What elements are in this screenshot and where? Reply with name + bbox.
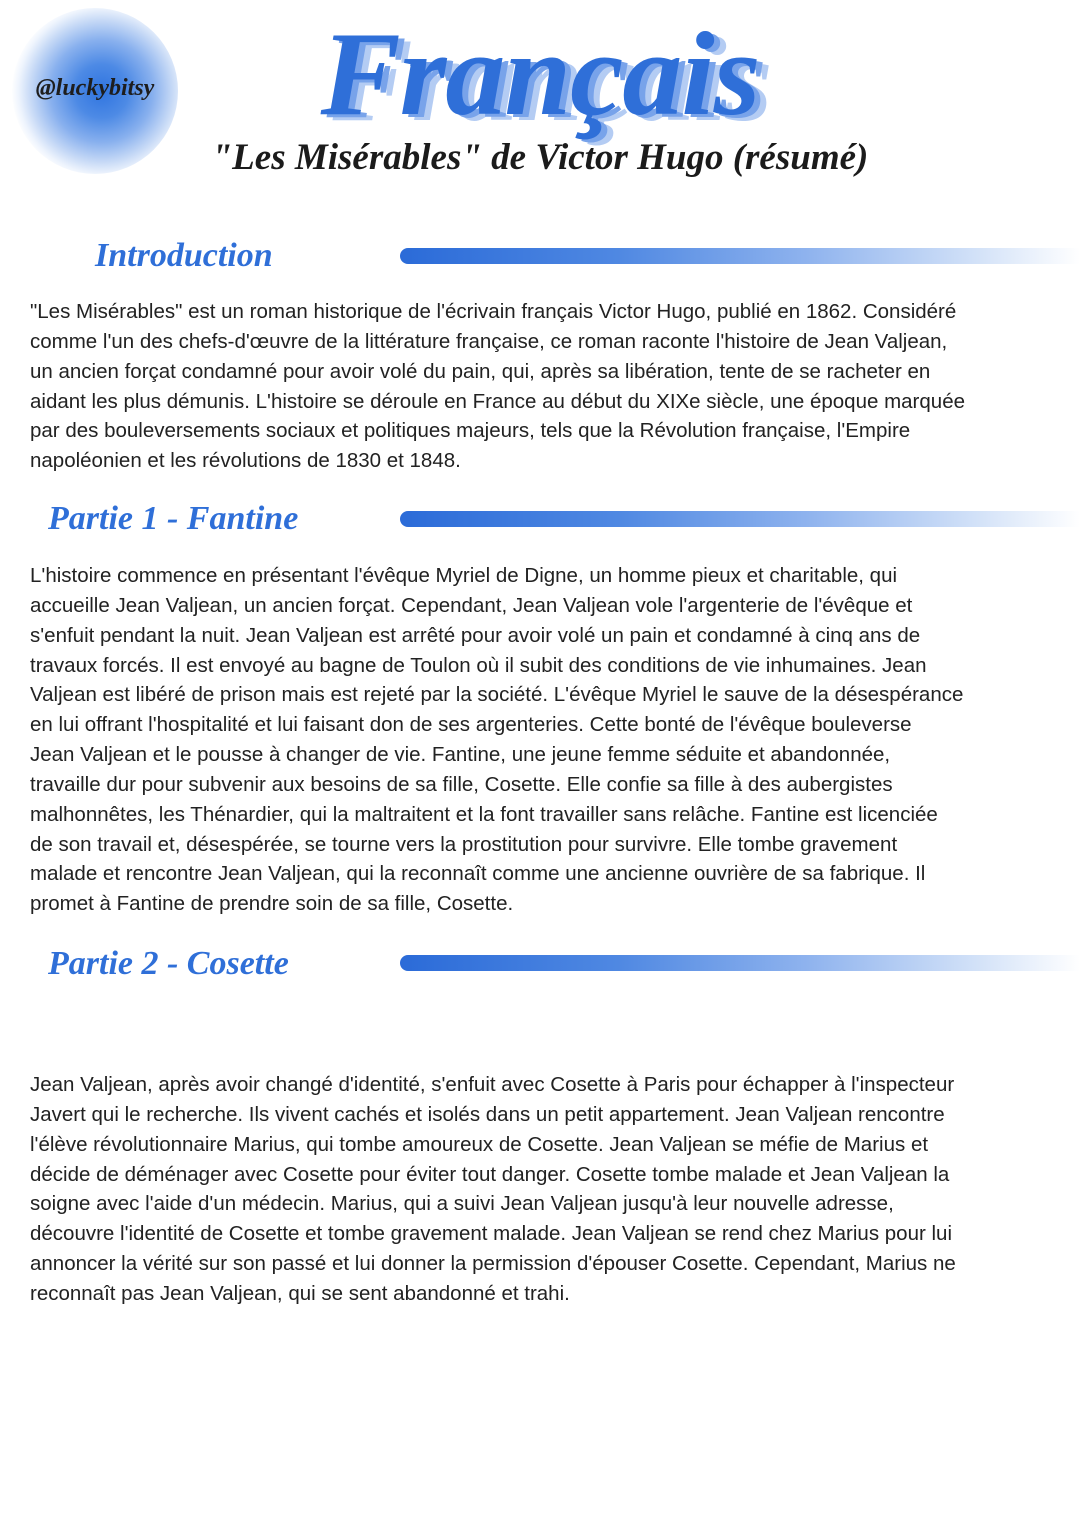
paragraph-line: l'élève révolutionnaire Marius, qui tombe amoureux de Cosette. Jean Valjean se méfie de Marius et	[30, 1132, 929, 1156]
section-paragraph	[30, 297, 1070, 476]
section-heading-partie-2: Partie 2 - Cosette	[48, 945, 289, 982]
paragraph-line: comme l'un des chefs-d'œuvre de la littérature française, ce roman raconte l'histoire de Jean Valjean,	[30, 329, 948, 353]
paragraph-line: soigne avec l'aide d'un médecin. Marius, qui a suivi Jean Valjean jusqu'à leur nouvelle adresse,	[30, 1192, 894, 1216]
paragraph-line: décide de déménager avec Cosette pour éviter tout danger. Cosette tombe malade et Jean Valjean la	[30, 1162, 950, 1186]
paragraph-line: L'histoire commence en présentant l'évêque Myriel de Digne, un homme pieux et charitable, qui	[30, 564, 898, 587]
paragraph-line: travaille dur pour subvenir aux besoins de sa fille, Cosette. Elle confie sa fille à des aubergistes	[30, 772, 893, 796]
paragraph-line: travaux forcés. Il est envoyé au bagne de Toulon où il subit des conditions de vie inhumaines. Jean	[30, 653, 927, 677]
paragraph-line: s'enfuit pendant la nuit. Jean Valjean est arrêté pour avoir volé un pain et condamné à cinq ans de	[30, 623, 921, 647]
section-paragraph	[30, 1070, 1070, 1309]
paragraph-line: malhonnêtes, les Thénardier, qui la maltraitent et la font travailler sans relâche. Fantine est licenciée	[30, 802, 938, 826]
paragraph-line: reconnaît pas Jean Valjean, qui se sent abandonné et trahi.	[30, 1281, 570, 1305]
paragraph-line: Valjean est libéré de prison mais est rejeté par la société. L'évêque Myriel le sauve de la désespérance	[30, 683, 964, 707]
paragraph-line: découvre l'identité de Cosette et tombe gravement malade. Jean Valjean se rend chez Marius pour lui	[30, 1222, 952, 1246]
section-paragraph	[30, 561, 1070, 919]
paragraph-line: par des bouleversements sociaux et politiques majeurs, tels que la Révolution française, l'Empire	[30, 419, 911, 443]
section-heading-partie-1: Partie 1 - Fantine	[48, 500, 299, 537]
paragraph-line: Javert qui le recherche. Ils vivent cachés et isolés dans un petit appartement. Jean Valjean rencontre	[30, 1102, 945, 1126]
paragraph-line: de son travail et, désespérée, se tourne vers la prostitution pour survivre. Elle tombe gravement	[30, 832, 898, 856]
paragraph-line: "Les Misérables" est un roman historique de l'écrivain français Victor Hugo, publié en 1862. Considéré	[30, 300, 957, 323]
section-divider-bar	[400, 511, 1080, 527]
section-divider-bar	[400, 248, 1080, 264]
paragraph-line: malade et rencontre Jean Valjean, qui la reconnaît comme une ancienne ouvrière de sa fabrique. Il	[30, 862, 926, 886]
section-divider-bar	[400, 955, 1080, 971]
paragraph-line: en lui offrant l'hospitalité et lui faisant don de ses argenteries. Cette bonté de l'évêque bouleverse	[30, 713, 912, 737]
author-handle: @luckybitsy	[35, 75, 155, 101]
section-heading-introduction: Introduction	[95, 237, 273, 274]
page-subtitle: "Les Misérables" de Victor Hugo (résumé)	[211, 137, 869, 178]
paragraph-line: annoncer la vérité sur son passé et lui donner la permission d'épouser Cosette. Cependant, Marius ne	[30, 1252, 956, 1276]
paragraph-line: Jean Valjean et le pousse à changer de vie. Fantine, une jeune femme séduite et abandonnée,	[30, 743, 891, 767]
paragraph-line: accueille Jean Valjean, un ancien forçat. Cependant, Jean Valjean vole l'argenterie de l'évêque et	[30, 593, 913, 617]
paragraph-line: un ancien forçat condamné pour avoir volé du pain, qui, après sa libération, tente de se racheter en	[30, 359, 931, 383]
paragraph-line: aidant les plus démunis. L'histoire se déroule en France au début du XIXe siècle, une époque marquée	[30, 389, 965, 413]
page-title: Français	[320, 7, 760, 140]
paragraph-line: Jean Valjean, après avoir changé d'identité, s'enfuit avec Cosette à Paris pour échapper à l'inspecteur	[30, 1073, 955, 1096]
paragraph-line: napoléonien et les révolutions de 1830 et 1848.	[30, 449, 461, 473]
paragraph-line: promet à Fantine de prendre soin de sa fille, Cosette.	[30, 892, 514, 916]
